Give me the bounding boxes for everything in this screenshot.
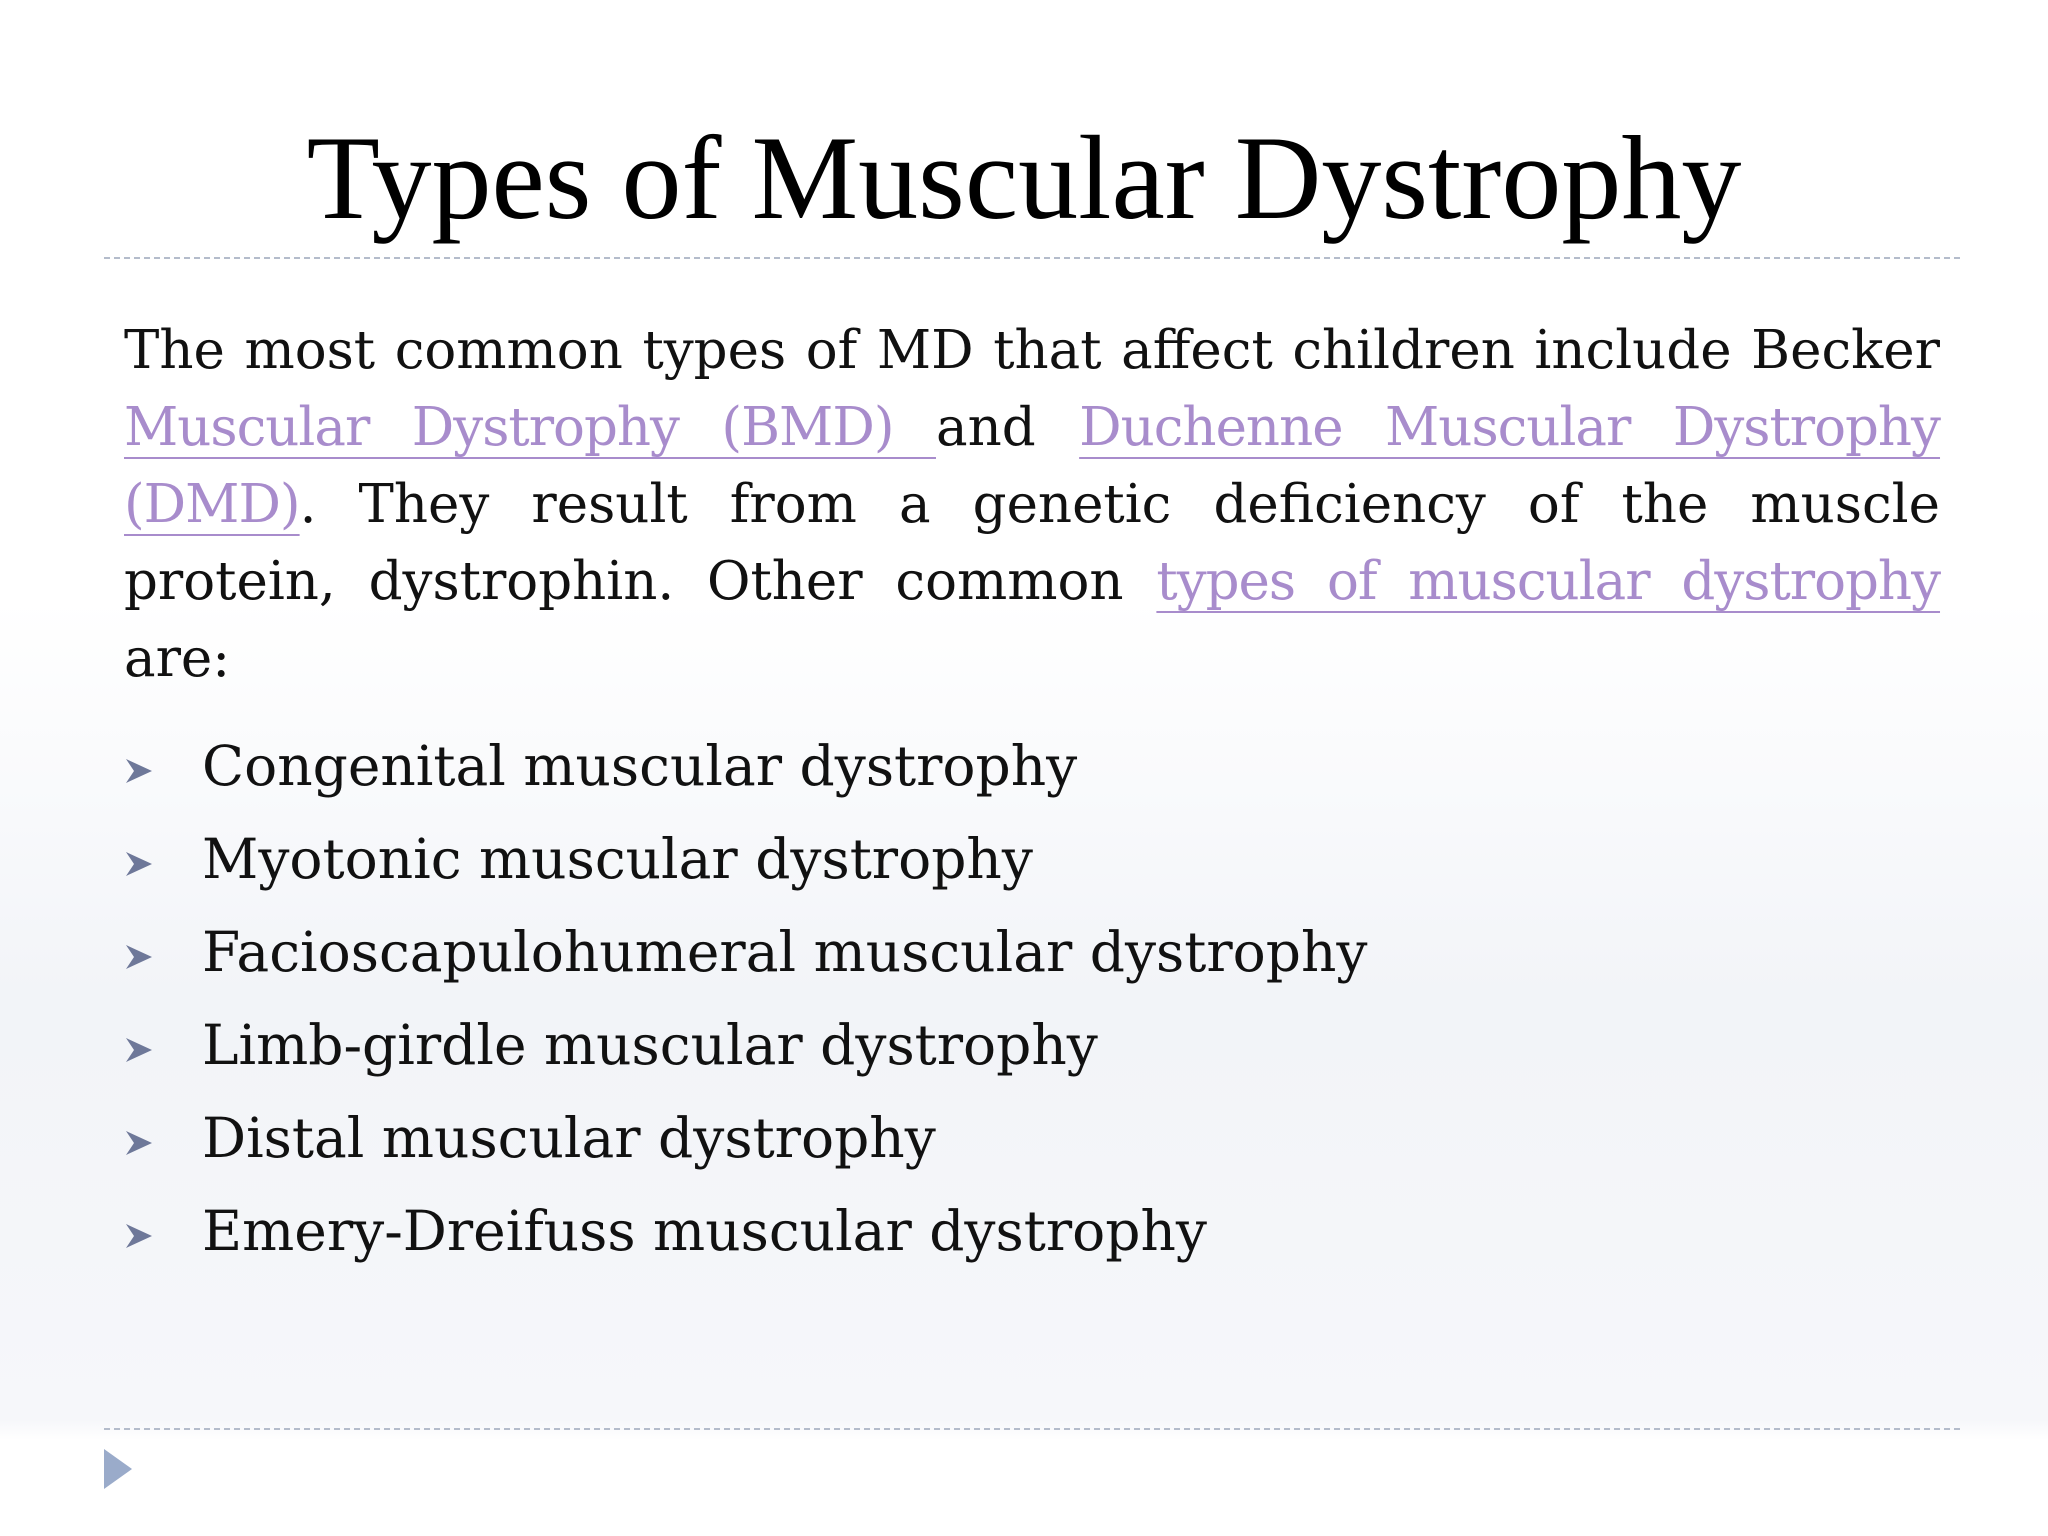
intro-text-end: are: [124, 628, 231, 689]
list-item [124, 813, 1367, 906]
arrowhead-bullet-icon [124, 849, 154, 879]
dmd-link[interactable]: Duchenne Muscular Dystrophy (DMD) [124, 397, 1941, 535]
list-item [124, 1092, 1367, 1185]
list-item [124, 999, 1367, 1092]
bmd-link[interactable]: Muscular Dystrophy (BMD) [124, 397, 936, 458]
arrowhead-bullet-icon [124, 1035, 154, 1065]
slide-title: Types of Muscular Dystrophy [306, 111, 1742, 244]
list-item-label: Limb-girdle muscular dystrophy [202, 1013, 1098, 1077]
top-divider [104, 257, 1960, 259]
list-item-label: Emery-Dreifuss muscular dystrophy [202, 1199, 1207, 1263]
play-triangle-icon[interactable] [102, 1447, 134, 1491]
intro-text-start: The most common types of MD that affect children include Becker [124, 320, 1940, 381]
types-list [124, 720, 1367, 1278]
list-item [124, 1185, 1367, 1278]
intro-paragraph [124, 312, 1940, 697]
intro-text-and: and [935, 397, 1080, 458]
types-link[interactable]: types of muscular dystrophy [1156, 551, 1941, 612]
arrowhead-bullet-icon [124, 1128, 154, 1158]
intro-text-middle: . They result from a genetic deficiency of the muscle protein, dystrophin. Other common [124, 474, 1940, 612]
arrowhead-bullet-icon [124, 756, 154, 786]
arrowhead-bullet-icon [124, 1221, 154, 1251]
list-item-label: Myotonic muscular dystrophy [202, 827, 1033, 891]
list-item-label: Distal muscular dystrophy [202, 1106, 936, 1170]
list-item [124, 906, 1367, 999]
list-item-label: Congenital muscular dystrophy [202, 734, 1078, 798]
list-item [124, 720, 1367, 813]
list-item-label: Facioscapulohumeral muscular dystrophy [202, 920, 1368, 984]
arrowhead-bullet-icon [124, 942, 154, 972]
bottom-divider [104, 1428, 1960, 1430]
